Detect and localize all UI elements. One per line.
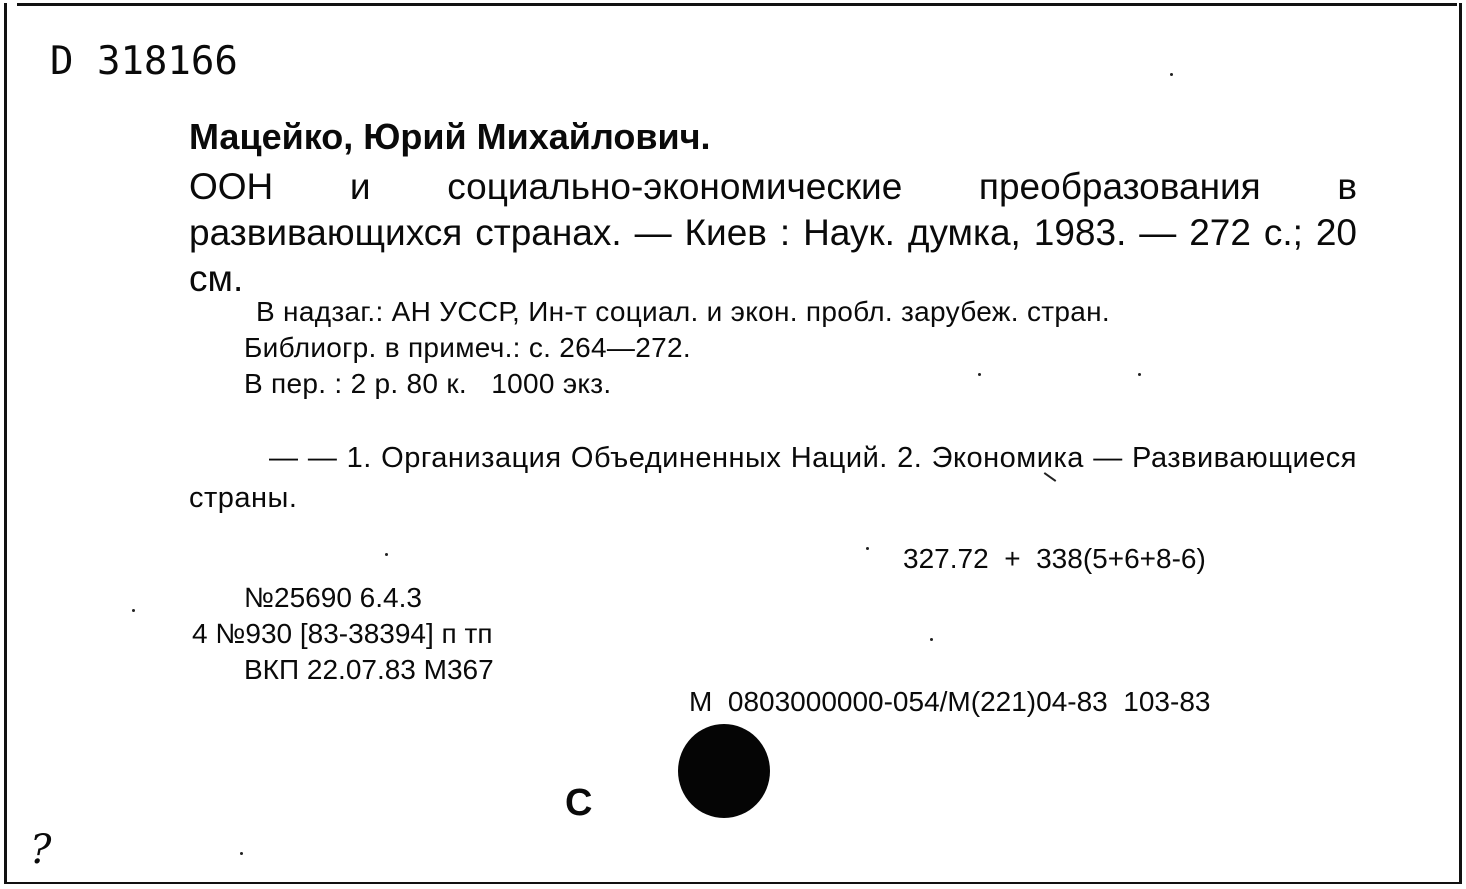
classification-index: 327.72 + 338(5+6+8-6) <box>903 543 1206 574</box>
subject-headings: — — 1. Организация Объединенных Наций. 2. Экономика — Развивающиеся страны. <box>189 442 1357 514</box>
title-statement: ООН и социально-экономические преобразования в развивающихся странах. — Киев : Наук. думка, 1983. — 272 с.; 20 см. <box>189 166 1357 299</box>
speck <box>866 547 869 550</box>
note-line: В пер. : 2 р. 80 к. 1000 экз. <box>244 368 612 399</box>
service-line: 4 №930 [83-38394] п тп <box>192 618 493 649</box>
note-line: Библиогр. в примеч.: с. 264—272. <box>244 332 691 363</box>
service-line: №25690 6.4.3 <box>244 582 422 613</box>
card-top-edge <box>17 3 1457 6</box>
speck <box>1138 373 1141 376</box>
speck <box>385 553 388 556</box>
handwritten-mark: ? <box>30 827 52 873</box>
speck <box>930 638 933 641</box>
punch-hole <box>678 724 770 818</box>
author-heading: Мацейко, Юрий Михайлович. <box>189 116 711 157</box>
service-line: ВКП 22.07.83 М367 <box>244 654 494 685</box>
speck <box>240 852 243 855</box>
note-line: В надзаг.: АН УССР, Ин-т социал. и экон. пробл. зарубеж. стран. <box>256 296 1110 327</box>
publisher-code-line: М 0803000000-054/М(221)04-83 103-83 <box>689 686 1211 717</box>
speck <box>132 609 135 612</box>
speck <box>1170 73 1173 76</box>
call-number: D 318166 <box>50 39 238 84</box>
speck <box>978 373 981 376</box>
mark-letter: С <box>565 782 593 824</box>
